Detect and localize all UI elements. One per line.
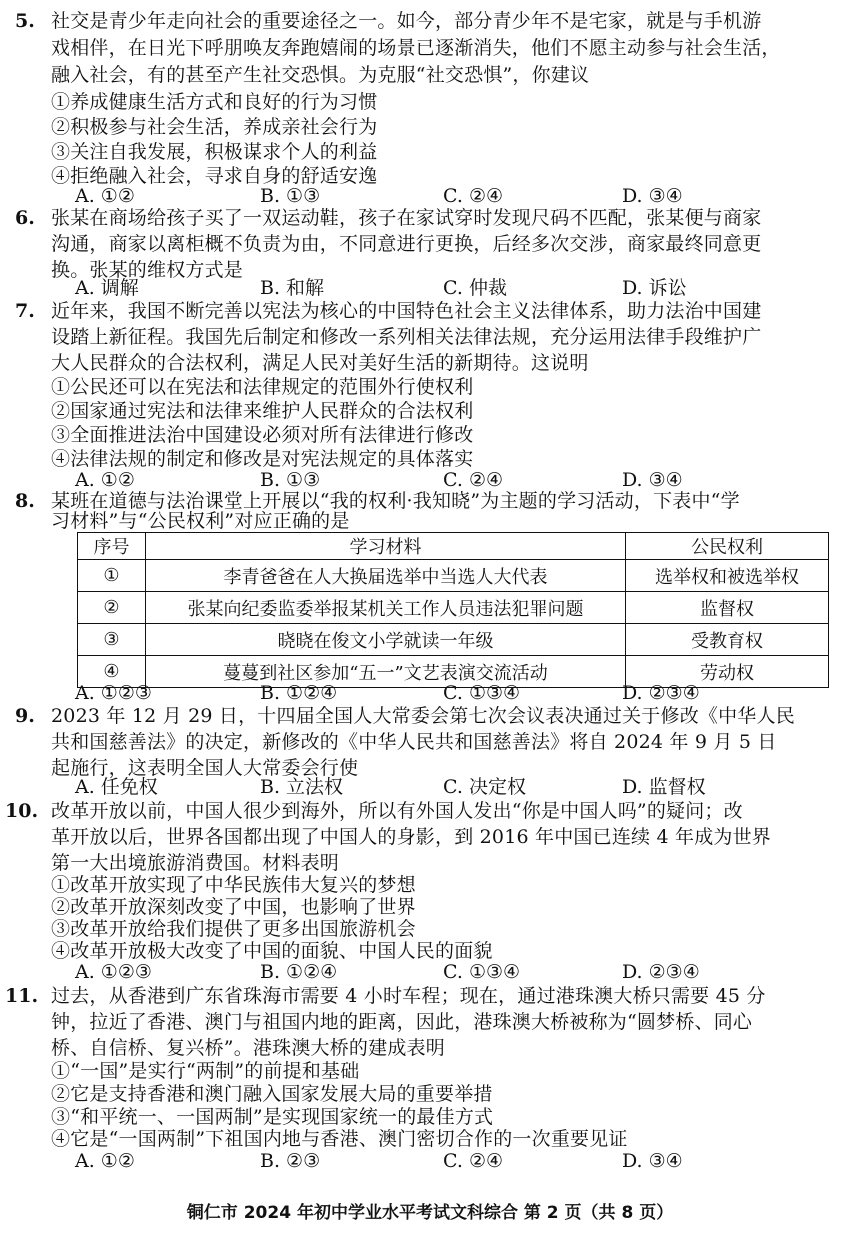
statement-1: ①公民还可以在宪法和法律规定的范围外行使权利 (51, 376, 474, 398)
question-text-line: 融入社会，有的甚至产生社交恐惧。为克服“社交恐惧”，你建议 (51, 64, 590, 86)
question-text-line: 近年来，我国不断完善以宪法为核心的中国特色社会主义法律体系，助力法治中国建 (51, 300, 762, 322)
question-text-line: 共和国慈善法》的决定，新修改的《中华人民共和国慈善法》将自 2024 年 9 月 5 日 (51, 731, 777, 753)
question-text-line: 沟通，商家以离柜概不负责为由，不同意进行更换，后经多次交涉，商家最终同意更 (51, 233, 762, 255)
option-a: A. 调解 (75, 277, 139, 299)
option-d: D. ②③④ (622, 961, 700, 983)
statement-2: ②国家通过宪法和法律来维护人民群众的合法权利 (51, 400, 474, 422)
table-cell: ① (78, 560, 146, 592)
question-text-line: 大人民群众的合法权利，满足人民对美好生活的新期待。这说明 (51, 352, 589, 374)
table-cell: 晓晓在俊文小学就读一年级 (146, 624, 626, 656)
question-text-line: 过去，从香港到广东省珠海市需要 4 小时车程；现在，通过港珠澳大桥只需要 45 分 (51, 985, 766, 1007)
statement-4: ④它是“一国两制”下祖国内地与香港、澳门密切合作的一次重要见证 (51, 1128, 628, 1150)
statement-3: ③“和平统一、一国两制”是实现国家统一的最佳方式 (51, 1106, 494, 1128)
question-text-line: 2023 年 12 月 29 日，十四届全国人大常委会第七次会议表决通过关于修改《中华人民 (51, 705, 795, 727)
question-text-line: 改革开放以前，中国人很少到海外，所以有外国人发出“你是中国人吗”的疑问；改 (51, 800, 743, 822)
table-header: 公民权利 (626, 533, 829, 560)
question-number: 6. (15, 207, 35, 229)
table-cell: 监督权 (626, 592, 829, 624)
question-number: 8. (15, 490, 35, 512)
statement-4: ④改革开放极大改变了中国的面貌、中国人民的面貌 (51, 940, 493, 962)
option-c: C. 决定权 (443, 776, 526, 798)
table-cell: ③ (78, 624, 146, 656)
option-d: D. ③④ (622, 469, 683, 491)
question-number: 10. (5, 800, 39, 822)
question-text-line: 起施行，这表明全国人大常委会行使 (51, 757, 359, 779)
statement-2: ②改革开放深刻改变了中国，也影响了世界 (51, 896, 416, 918)
option-a: A. ①②③ (75, 682, 152, 704)
option-a: A. ①② (75, 1150, 135, 1172)
question-text-line: 桥、自信桥、复兴桥”。港珠澳大桥的建成表明 (51, 1037, 445, 1059)
question-number: 9. (15, 705, 35, 727)
statement-1: ①改革开放实现了中华民族伟大复兴的梦想 (51, 874, 416, 896)
question-number: 7. (15, 300, 35, 322)
table-header: 序号 (78, 533, 146, 560)
option-d: D. 诉讼 (622, 277, 687, 299)
question-text-line: 设踏上新征程。我国先后制定和修改一系列相关法律法规，充分运用法律手段维护广 (51, 326, 762, 348)
statement-3: ③改革开放给我们提供了更多出国旅游机会 (51, 918, 416, 940)
option-a: A. 任免权 (75, 776, 158, 798)
option-b: B. ①③ (260, 469, 321, 491)
statement-4: ④拒绝融入社会，寻求自身的舒适安逸 (51, 165, 378, 187)
question-text-line: 张某在商场给孩子买了一双运动鞋，孩子在家试穿时发现尺码不匹配，张某便与商家 (51, 207, 762, 229)
option-d: D. ③④ (622, 1150, 683, 1172)
table-cell: ② (78, 592, 146, 624)
table-header-row (78, 533, 829, 560)
rights-table (77, 532, 829, 688)
table-cell: 受教育权 (626, 624, 829, 656)
question-text-line: 习材料”与“公民权利”对应正确的是 (51, 510, 350, 532)
page-footer: 铜仁市 2024 年初中学业水平考试文科综合 第 2 页（共 8 页） (186, 1203, 674, 1223)
statement-4: ④法律法规的制定和修改是对宪法规定的具体落实 (51, 448, 474, 470)
statement-2: ②它是支持香港和澳门融入国家发展大局的重要举措 (51, 1083, 493, 1105)
table-row (78, 560, 829, 592)
table-cell: 李青爸爸在人大换届选举中当选人大代表 (146, 560, 626, 592)
option-d: D. ③④ (622, 185, 683, 207)
table-header: 学习材料 (146, 533, 626, 560)
option-c: C. ①③④ (443, 682, 521, 704)
option-b: B. ①②④ (260, 961, 338, 983)
statement-1: ①养成健康生活方式和良好的行为习惯 (51, 91, 378, 113)
option-b: B. 立法权 (260, 776, 344, 798)
option-c: C. ②④ (443, 185, 504, 207)
statement-2: ②积极参与社会生活，养成亲社会行为 (51, 116, 378, 138)
option-b: B. ①③ (260, 185, 321, 207)
option-b: B. 和解 (260, 277, 325, 299)
option-c: C. ②④ (443, 1150, 504, 1172)
question-text-line: 社交是青少年走向社会的重要途径之一。如今，部分青少年不是宅家，就是与手机游 (51, 10, 762, 32)
option-a: A. ①②③ (75, 961, 152, 983)
option-a: A. ①② (75, 185, 135, 207)
table-row (78, 592, 829, 624)
option-d: D. ②③④ (622, 682, 700, 704)
statement-3: ③关注自我发展，积极谋求个人的利益 (51, 141, 378, 163)
option-c: C. 仲裁 (443, 277, 507, 299)
table-cell: 选举权和被选举权 (626, 560, 829, 592)
question-text-line: 换。张某的维权方式是 (51, 259, 244, 281)
question-number: 11. (5, 985, 39, 1007)
option-d: D. 监督权 (622, 776, 706, 798)
table-row (78, 624, 829, 656)
option-c: C. ②④ (443, 469, 504, 491)
option-b: B. ②③ (260, 1150, 321, 1172)
question-text-line: 革开放以后，世界各国都出现了中国人的身影，到 2016 年中国已连续 4 年成为世界 (51, 826, 772, 848)
question-text-line: 第一大出境旅游消费国。材料表明 (51, 852, 340, 874)
table-cell: 张某向纪委监委举报某机关工作人员违法犯罪问题 (146, 592, 626, 624)
table-cell: 劳动权 (626, 656, 829, 688)
table-cell: ④ (78, 656, 146, 688)
question-text-line: 钟，拉近了香港、澳门与祖国内地的距离，因此，港珠澳大桥被称为“圆梦桥、同心 (51, 1011, 753, 1033)
table-cell: 蔓蔓到社区参加“五一”文艺表演交流活动 (146, 656, 626, 688)
statement-3: ③全面推进法治中国建设必须对所有法律进行修改 (51, 424, 474, 446)
option-b: B. ①②④ (260, 682, 338, 704)
question-text-line: 某班在道德与法治课堂上开展以“我的权利·我知晓”为主题的学习活动，下表中“学 (51, 490, 740, 512)
question-text-line: 戏相伴，在日光下呼朋唤友奔跑嬉闹的场景已逐渐消失，他们不愿主动参与社会生活， (51, 37, 781, 59)
question-number: 5. (15, 10, 35, 32)
option-a: A. ①② (75, 469, 135, 491)
option-c: C. ①③④ (443, 961, 521, 983)
statement-1: ①“一国”是实行“两制”的前提和基础 (51, 1060, 360, 1082)
